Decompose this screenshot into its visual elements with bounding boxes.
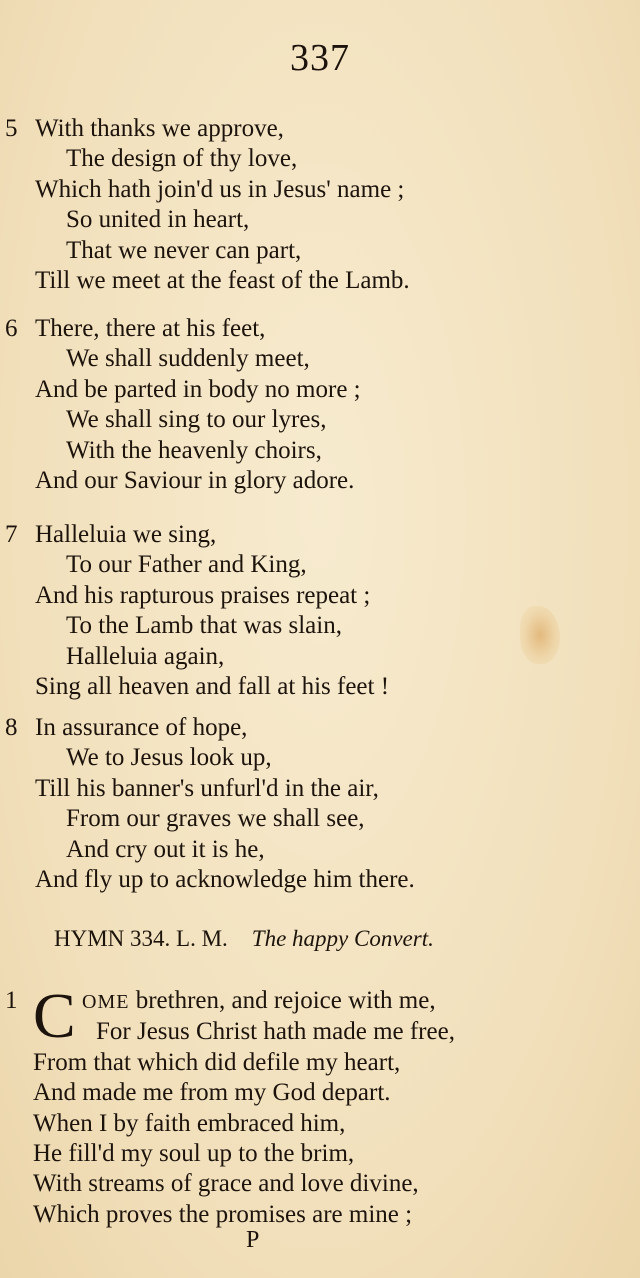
hymn-verse-1 <box>0 980 640 1230</box>
drop-cap: C <box>33 980 76 1051</box>
verse-line: With streams of grace and love divine, <box>33 1170 419 1198</box>
verse-line: We shall sing to our lyres, <box>66 406 327 434</box>
verse-line: Halleluia we sing, <box>35 521 217 548</box>
verse-line: And be parted in body no more ; <box>35 375 361 403</box>
verse-line: Till his banner's unfurl'd in the air, <box>35 774 379 802</box>
verse-line: From our graves we shall see, <box>66 805 365 833</box>
verse-line: We shall suddenly meet, <box>66 345 310 373</box>
hymn-number: HYMN 334. L. M. <box>54 926 228 951</box>
verse-number: 8 <box>5 714 18 741</box>
verse-number: 7 <box>5 521 18 548</box>
verse-line: With thanks we approve, <box>35 115 284 142</box>
verse-line: With the heavenly choirs, <box>66 436 322 464</box>
verse-6 <box>0 314 640 496</box>
signature-mark: P <box>246 1227 260 1253</box>
hymn-heading <box>54 926 434 952</box>
verse-line: The design of thy love, <box>66 145 298 173</box>
verse-line: There, there at his feet, <box>35 315 266 342</box>
verse-line: From that which did defile my heart, <box>33 1048 401 1076</box>
verse-line: And made me from my God depart. <box>33 1079 391 1107</box>
verse-line: Sing all heaven and fall at his feet ! <box>35 673 390 701</box>
verse-line: Which proves the promises are mine ; <box>33 1200 413 1228</box>
verse-line: For Jesus Christ hath made me free, <box>96 1018 455 1046</box>
verse-line: To our Father and King, <box>66 551 307 579</box>
verse-line: And his rapturous praises repeat ; <box>35 581 371 609</box>
verse-line: When I by faith embraced him, <box>33 1109 346 1137</box>
verse-line: Which hath join'd us in Jesus' name ; <box>35 175 405 203</box>
verse-number: 6 <box>5 315 18 342</box>
verse-number: 5 <box>5 115 18 142</box>
verse-line: Halleluia again, <box>66 642 225 670</box>
verse-5 <box>0 114 640 296</box>
verse-line: Till we meet at the feast of the Lamb. <box>35 267 410 295</box>
verse-line: In assurance of hope, <box>35 714 248 741</box>
verse-8 <box>0 713 640 895</box>
page-number: 337 <box>290 37 350 79</box>
verse-line: And cry out it is he, <box>66 835 265 863</box>
verse-number: 1 <box>5 987 18 1014</box>
verse-line: So united in heart, <box>66 206 250 234</box>
hymn-subtitle: The happy Convert. <box>251 926 434 951</box>
first-word-caps: OME <box>82 991 130 1013</box>
verse-line: We to Jesus look up, <box>66 744 272 772</box>
first-line-rest: brethren, and rejoice with me, <box>129 987 436 1014</box>
verse-line: And fly up to acknowledge him there. <box>35 866 415 894</box>
verse-line: That we never can part, <box>66 236 302 264</box>
verse-line: To the Lamb that was slain, <box>66 612 342 640</box>
verse-line <box>0 986 640 1017</box>
verse-line: And our Saviour in glory adore. <box>35 467 355 495</box>
verse-line: He fill'd my soul up to the brim, <box>33 1140 355 1168</box>
